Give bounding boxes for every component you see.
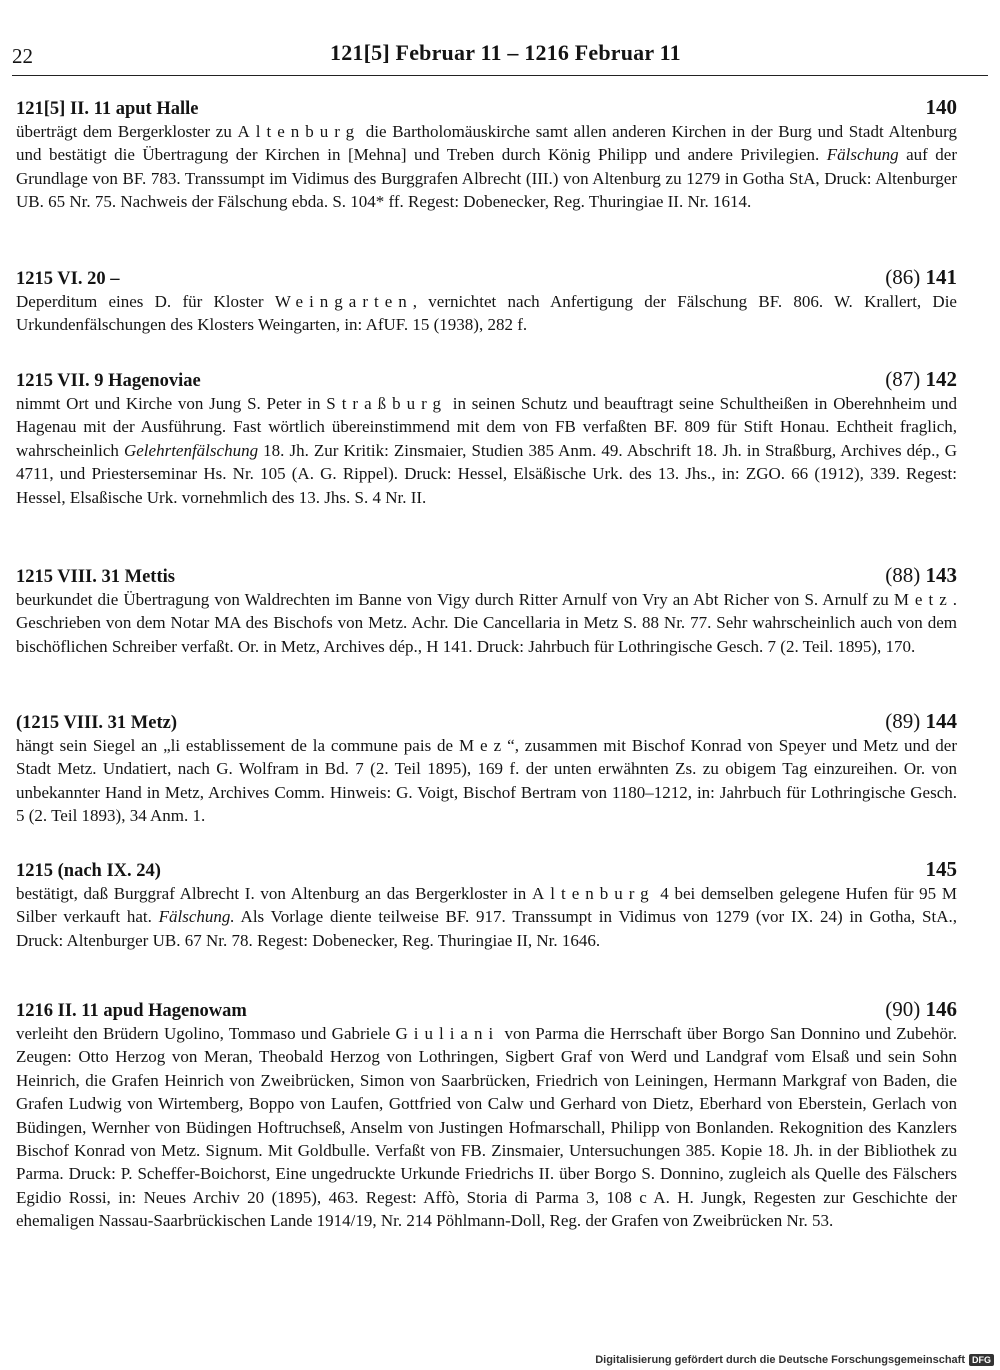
entry-date: 121[5] II. 11 aput Halle <box>16 99 199 119</box>
entry-date: 1215 VII. 9 Hagenoviae <box>16 371 201 391</box>
digitization-credit <box>595 1354 994 1366</box>
entry-text: hängt sein Siegel an „li establissement de la commune pais de Mez“, zusammen mit Bischof Konrad von Speyer und Metz und der Stadt Metz. Undatiert, nach G. Wolfram in Bd. 7 (2. Teil 1895), 169 f. der unten erwähnten Zs. zu obigem Tag einzureihen. Or. von unbekannter Hand in Metz, Archives Comm. Hinweis: G. Voigt, Bischof Bertram von 1180–1212, in: Jahrbuch für Lothringische Gesch. 5 (2. Teil 1893), 34 Anm. 1. <box>16 736 958 826</box>
entry-number: 144 <box>925 709 957 733</box>
entry <box>16 94 957 214</box>
italic-term: Fälschung. <box>158 907 235 927</box>
italic-term: Fälschung <box>826 145 899 165</box>
entry-reference <box>885 709 957 734</box>
italic-term: Gelehrtenfälschung <box>123 440 259 460</box>
spaced-place-name: Straßburg <box>326 394 447 413</box>
entry-text: nimmt Ort und Kirche von Jung S. Peter in Straßburg in seinen Schutz und beauftragt seine Schultheißen in Oberehnheim und Hagenau mit der Ausführung. Fast wörtlich übereinstimmend mit dem von FB verfaßten BF. 809 für Stift Honau. Echtheit fraglich, wahrscheinlich Gelehrtenfälschung 18. Jh. Zur Kritik: Zinsmaier, Studien 385 Anm. 49. Abschrift 18. Jh. in Straßburg, Archives dép., G 4711, und Priesterseminar Hs. Nr. 105 (A. G. Rippel). Druck: Hessel, Elsäßische Urk. des 13. Jhs., in: ZGO. 66 (1912), 339. Regest: Hessel, Elsaßische Urk. vornehmlich des 13. Jhs. S. 4 Nr. II. <box>16 394 958 507</box>
entry-reference <box>885 265 957 290</box>
entry-date: 1215 VI. 20 – <box>16 269 120 289</box>
entry <box>16 562 957 658</box>
spaced-place-name: Giuliani <box>395 1024 500 1043</box>
entry-prior-number: (90) <box>885 997 921 1021</box>
entry-number: 140 <box>925 95 957 119</box>
spaced-place-name: Mez <box>458 736 508 755</box>
entry-number: 146 <box>925 997 957 1021</box>
entry-reference <box>926 857 958 882</box>
entry-header <box>16 708 957 734</box>
entry <box>16 708 957 828</box>
entry-number: 142 <box>925 367 957 391</box>
header-rule <box>12 75 988 76</box>
entry <box>16 264 957 337</box>
entry-reference <box>926 95 958 120</box>
spaced-place-name: Altenburg <box>531 884 655 903</box>
entry-reference <box>885 367 957 392</box>
entry-number: 143 <box>925 563 957 587</box>
entry-text: Deperditum eines D. für Kloster Weingarten, vernichtet nach Anfertigung der Fälschung BF. 806. W. Krallert, Die Urkundenfälschungen des Klosters Weingarten, in: AfUF. 15 (1938), 282 f. <box>16 292 957 335</box>
entry-prior-number: (87) <box>885 367 921 391</box>
entry-text: überträgt dem Bergerkloster zu Altenburg die Bartholomäuskirche samt allen anderen Kirchen in der Burg und Stadt Altenburg und bestätigt die Übertragung der Kirchen in [Mehna] und Treben durch König Philipp und andere Privilegien. Fälschung auf der Grundlage von BF. 783. Transsumpt im Vidimus des Burggrafen Albrecht (III.) von Altenburg zu 1279 in Gotha StA, Druck: Altenburger UB. 65 Nr. 75. Nachweis der Fälschung ebda. S. 104* ff. Regest: Dobenecker, Reg. Thuringiae II. Nr. 1614. <box>16 122 958 212</box>
entry-text: bestätigt, daß Burggraf Albrecht I. von Altenburg an das Bergerkloster in Altenburg 4 bei demselben gelegene Hufen für 95 M Silber verkauft hat. Fälschung. Als Vorlage diente teilweise BF. 917. Transsumpt in Vidimus von 1279 (vor IX. 24) in Gotha, StA., Druck: Altenburger UB. 67 Nr. 78. Regest: Dobenecker, Reg. Thuringiae II, Nr. 1646. <box>16 884 958 950</box>
spaced-place-name: Altenburg <box>237 122 361 141</box>
entry <box>16 996 957 1233</box>
entry-header <box>16 264 957 290</box>
entry-header <box>16 562 957 588</box>
spaced-place-name: Metz <box>893 590 953 609</box>
entry-number: 145 <box>925 857 957 881</box>
entry-header <box>16 366 957 392</box>
running-title: 121[5] Februar 11 – 1216 Februar 11 <box>330 40 681 65</box>
entry <box>16 366 957 509</box>
entry-prior-number: (86) <box>885 265 921 289</box>
entry-number: 141 <box>925 265 957 289</box>
dfg-logo: DFG <box>969 1354 994 1366</box>
page-number: 22 <box>12 44 33 68</box>
entry-text: beurkundet die Übertragung von Waldrechten im Banne von Vigy durch Ritter Arnulf von Vry an Abt Richer von S. Arnulf zu Metz. Geschrieben von dem Notar MA des Bischofs von Metz. Achr. Die Cancellaria in Metz S. 88 Nr. 77. Sehr wahrscheinlich auch von dem bischöflichen Schreiber verfaßt. Or. in Metz, Archives dép., H 141. Druck: Jahrbuch für Lothringische Gesch. 7 (2. Teil. 1895), 170. <box>16 590 957 656</box>
entry-prior-number: (89) <box>885 709 921 733</box>
entry-reference <box>885 997 957 1022</box>
entry-prior-number: (88) <box>885 563 921 587</box>
entry-header <box>16 94 957 120</box>
spaced-place-name: Weingarten <box>274 292 413 311</box>
entry-date: 1215 (nach IX. 24) <box>16 861 161 881</box>
entry-header <box>16 996 957 1022</box>
entry-header <box>16 856 957 882</box>
entry-reference <box>885 563 957 588</box>
entry-date: 1215 VIII. 31 Mettis <box>16 567 175 587</box>
footer-text: Digitalisierung gefördert durch die Deutsche Forschungsgemeinschaft <box>595 1354 965 1366</box>
entry-text: verleiht den Brüdern Ugolino, Tommaso und Gabriele Giuliani von Parma die Herrschaft über Borgo San Donnino und Zubehör. Zeugen: Otto Herzog von Meran, Theobald Herzog von Lothringen, Sigbert Graf von Werd und Landgraf vom Elsaß und sein Sohn Heinrich, die Grafen Heinrich von Zweibrücken, Simon von Saarbrücken, Friedrich von Leiningen, Hermann Markgraf von Baden, die Grafen Ludwig von Wirtemberg, Boppo von Laufen, Gottfried von Calw und Gerhard von Dietz, Eberhard von Eberstein, Gerlach von Büdingen, Wernher von Büdingen Hoftruchseß, Anselm von Justingen Hofmarschall, Philipp von Bonlanden. Rekognition des Kanzlers Bischof Konrad von Metz. Signum. Mit Goldbulle. Verfaßt von FB. Zinsmaier, Untersuchungen 385. Kopie 18. Jh. in der Bibliothek zu Parma. Druck: P. Scheffer-Boichorst, Eine ungedruckte Urkunde Friedrichs II. über Borgo S. Donnino, zugleich als Quelle des Fälschers Egidio Rossi, in: Neues Archiv 20 (1895), 463. Regest: Affò, Storia di Parma 3, 108 c A. H. Jungk, Regesten zur Geschichte der ehemaligen Nassau-Saarbrückischen Lande 1914/19, Nr. 214 Pöhlmann-Doll, Reg. der Grafen von Zweibrücken Nr. 53. <box>16 1024 957 1231</box>
entry <box>16 856 957 952</box>
entry-date: 1216 II. 11 apud Hagenowam <box>16 1001 247 1021</box>
entry-date: (1215 VIII. 31 Metz) <box>16 713 177 733</box>
